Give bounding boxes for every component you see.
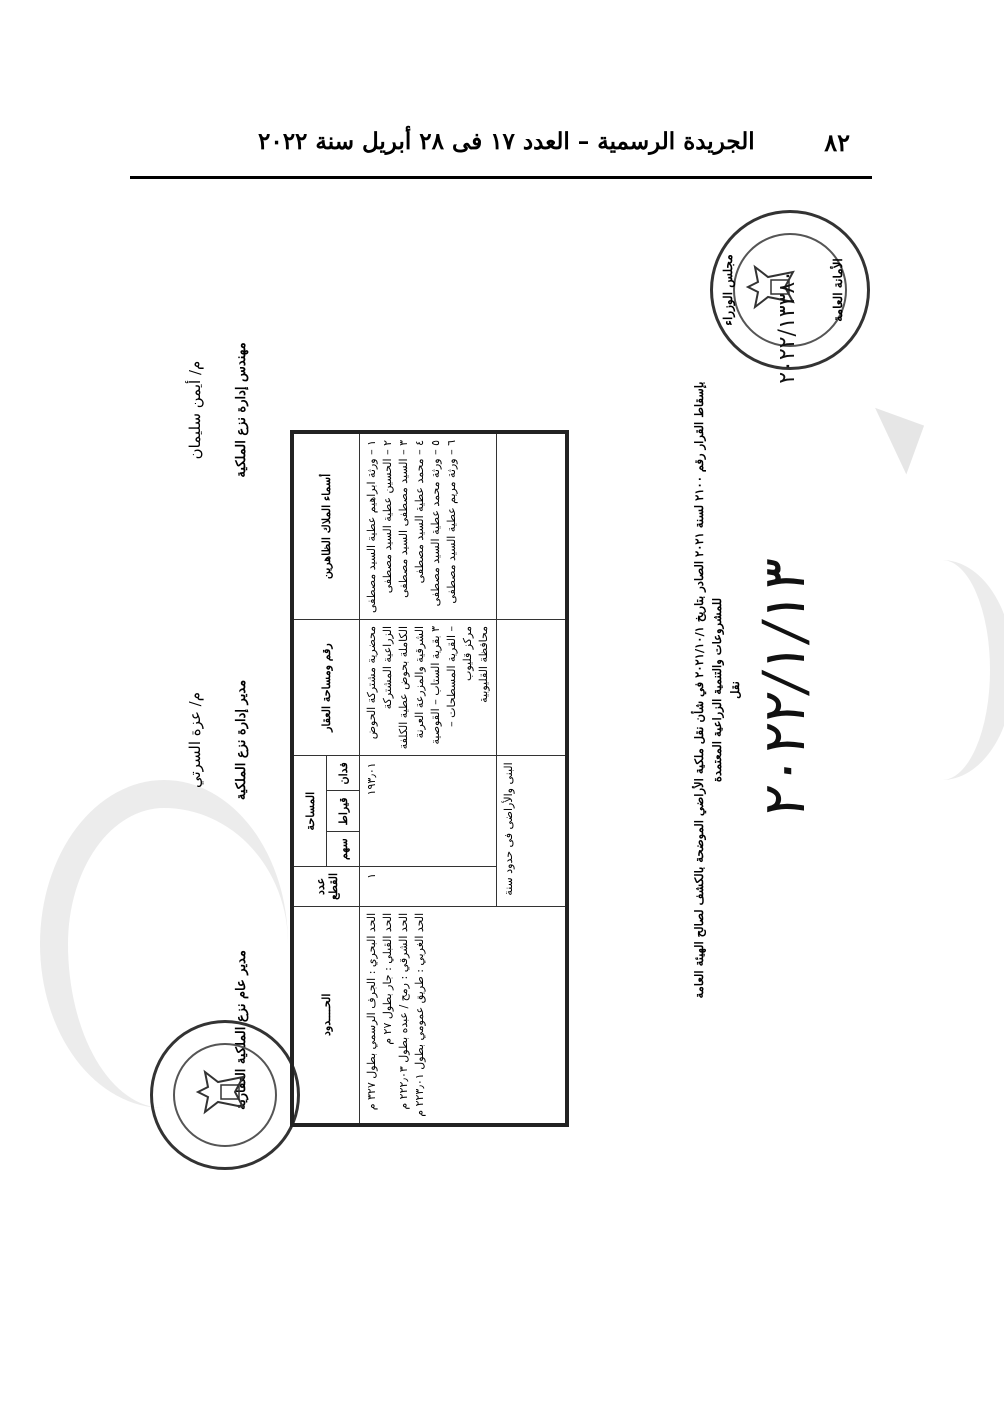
header-property: رقم ومساحة العقار <box>292 619 360 755</box>
gazette-title: الجريدة الرسمية – العدد ١٧ فى ٢٨ أبريل سنة ٢٠٢٢ <box>258 128 755 155</box>
header-unit-feddan: فدان <box>327 756 360 791</box>
bounds-cell <box>360 906 568 1124</box>
owner-line: ٥ – ورثة محمد عطية السيد مصطفى <box>429 440 442 607</box>
area-value: ١٩٣٫٠١ <box>365 762 378 796</box>
page-header <box>130 118 870 168</box>
page-number: ٨٢ <box>824 128 850 157</box>
seal-label-top: مجلس الوزراء <box>721 254 735 326</box>
total-line: البنى والأراضى فى حدود سنة <box>502 762 515 896</box>
bounds-line: الحد الشرقي : رمح / عبده بطول ٢٢٢٫٠٣ م <box>397 912 410 1110</box>
signature-middle <box>180 640 249 840</box>
signature-right-title: مهندس إدارة نزع الملكية <box>234 342 249 478</box>
parcels-value: ١ <box>365 872 378 879</box>
handwritten-date: ٢٠٢٢/١/١٣ <box>750 555 818 822</box>
bounds-line: الحد القبلي : جار بطول ٢٧ م <box>381 912 394 1045</box>
owner-line: ٢ – الحسين عطية السيد مصطفى <box>381 440 394 594</box>
title-line: للمشروعات والتنمية الزراعية المعتمدة <box>710 597 724 783</box>
handwritten-number: ٢٠٢٢/١٣٣٨٠ <box>775 270 800 384</box>
table-row <box>360 432 497 1125</box>
property-line: – القرية المسطحات – <box>445 625 458 727</box>
signature-right-name: م/ أيمن سليمان <box>186 360 204 460</box>
signature-middle-title: مدير إدارة نزع الملكية <box>234 679 249 801</box>
empty-cell <box>497 619 568 755</box>
property-cell <box>360 619 497 755</box>
property-line: الشرقية والمزرعة العرنة <box>413 625 426 739</box>
property-line: الكاملة بحوض عطية الكلفة <box>397 625 410 750</box>
property-line: الزراعية المشتركة <box>381 625 394 710</box>
owner-line: ٣ – السيد مصطفى السيد مصطفى <box>397 440 410 598</box>
property-line: ٣ بقرية الستاب – القوصية <box>429 625 442 745</box>
header-divider <box>130 176 872 179</box>
header-parcels: عدد القطع <box>292 866 360 906</box>
owner-line: ٦ – ورثة مريم عطية السيد مصطفى <box>445 440 458 604</box>
watermark-ring <box>870 560 1004 780</box>
seal-label: الأمانة العامة <box>831 258 845 322</box>
signature-left-title: مدير عام نزع الملكية العقارية <box>234 950 249 1110</box>
bounds-line: الحد الغربي : طريق عمومي بطول ٢٢٣٫٠١ م <box>413 912 426 1117</box>
title-line: بإسقاط القرار رقم ٢١٠٠ لسنة ٢٠٢١ الصادر بتاريخ ٢٠٢١/١٠/١ في شأن نقل ملكية الأراضي الموضحة بالكشف لصالح الهيئة العامة <box>692 381 706 999</box>
signature-middle-name: م/ عزة السرتي <box>186 691 204 789</box>
document-title-block <box>690 270 744 1110</box>
bounds-line: الحد البحري : الجرف الرسمي بطول ٣٢٧ م <box>365 912 378 1111</box>
scanned-document <box>150 230 870 1230</box>
area-cell <box>360 756 497 867</box>
header-owners: أسماء الملاك الظاهرين <box>292 432 360 619</box>
owner-line: ١ – ورثة ابراهيم عطية السيد مصطفى <box>365 440 378 613</box>
header-unit-qirat: قيراط <box>327 791 360 832</box>
empty-cell <box>497 432 568 619</box>
property-line: مركز قليوب <box>461 625 474 682</box>
title-line-short: نقل <box>728 681 742 699</box>
parcels-cell <box>360 866 497 906</box>
eagle-emblem-icon <box>193 1067 263 1117</box>
header-bounds: الحــــدود <box>292 906 360 1124</box>
official-seal-left <box>150 1020 300 1170</box>
watermark-logo-mark: ◢ <box>840 401 933 478</box>
header-area: المساحة <box>292 756 327 867</box>
total-cell <box>497 756 568 907</box>
signature-right <box>180 310 249 510</box>
property-table <box>290 430 569 1127</box>
owner-line: ٤ – محمد عطية السيد مصطفى <box>413 440 426 584</box>
property-line: محضرية مشتركة الحوض <box>365 625 378 740</box>
header-unit-sahm: سهم <box>327 832 360 867</box>
owners-cell <box>360 432 497 619</box>
table-header-row <box>292 432 327 1125</box>
property-line: محافظة القليوبية <box>477 625 490 703</box>
